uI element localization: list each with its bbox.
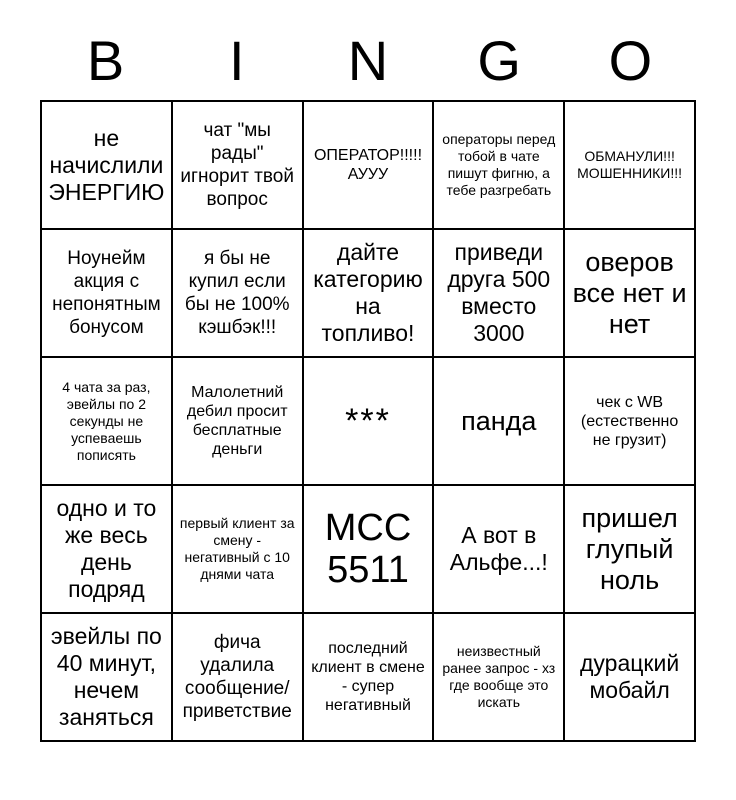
bingo-letter-n: N bbox=[347, 29, 389, 92]
bingo-cell[interactable]: чат "мы рады" игнорит твой вопрос bbox=[172, 101, 303, 229]
bingo-cell[interactable]: дайте категорию на топливо! bbox=[303, 229, 434, 357]
bingo-row bbox=[41, 101, 695, 229]
bingo-cell[interactable]: ОПЕРАТОР!!!!! АУУУ bbox=[303, 101, 434, 229]
bingo-cell[interactable]: не начислили ЭНЕРГИЮ bbox=[41, 101, 172, 229]
bingo-title bbox=[40, 0, 696, 100]
bingo-row bbox=[41, 485, 695, 613]
bingo-cell[interactable]: приведи друга 500 вместо 3000 bbox=[433, 229, 564, 357]
bingo-cell[interactable]: последний клиент в смене - супер негативный bbox=[303, 613, 434, 741]
bingo-letter-g: G bbox=[477, 29, 521, 92]
bingo-row bbox=[41, 229, 695, 357]
bingo-cell-free[interactable]: *** bbox=[303, 357, 434, 485]
bingo-cell[interactable]: одно и то же весь день подряд bbox=[41, 485, 172, 613]
bingo-cell[interactable]: Малолетний дебил просит бесплатные деньги bbox=[172, 357, 303, 485]
bingo-cell[interactable]: я бы не купил если бы не 100% кэшбэк!!! bbox=[172, 229, 303, 357]
bingo-letter-b: B bbox=[86, 29, 125, 92]
bingo-cell[interactable]: ОБМАНУЛИ!!! МОШЕННИКИ!!! bbox=[564, 101, 695, 229]
bingo-cell[interactable]: фича удалила сообщение/ приветствие bbox=[172, 613, 303, 741]
bingo-cell[interactable]: пришел глупый ноль bbox=[564, 485, 695, 613]
bingo-row bbox=[41, 357, 695, 485]
bingo-grid bbox=[40, 100, 696, 742]
bingo-row bbox=[41, 613, 695, 741]
bingo-cell[interactable]: чек с WB (естественно не грузит) bbox=[564, 357, 695, 485]
bingo-letter-i: I bbox=[229, 29, 245, 92]
bingo-cell[interactable]: панда bbox=[433, 357, 564, 485]
bingo-cell[interactable]: операторы перед тобой в чате пишут фигню, а тебе разгребать bbox=[433, 101, 564, 229]
bingo-cell[interactable]: дурацкий мобайл bbox=[564, 613, 695, 741]
bingo-cell[interactable]: оверов все нет и нет bbox=[564, 229, 695, 357]
bingo-cell[interactable]: неизвестный ранее запрос - хз где вообще это искать bbox=[433, 613, 564, 741]
bingo-cell[interactable]: Ноунейм акция с непонятным бонусом bbox=[41, 229, 172, 357]
bingo-cell[interactable]: эвейлы по 40 минут, нечем заняться bbox=[41, 613, 172, 741]
bingo-cell[interactable]: А вот в Альфе...! bbox=[433, 485, 564, 613]
bingo-cell[interactable]: 4 чата за раз, эвейлы по 2 секунды не успеваешь пописять bbox=[41, 357, 172, 485]
bingo-cell[interactable]: первый клиент за смену - негативный с 10 днями чата bbox=[172, 485, 303, 613]
bingo-letter-o: O bbox=[608, 29, 653, 92]
bingo-cell[interactable]: MCC 5511 bbox=[303, 485, 434, 613]
